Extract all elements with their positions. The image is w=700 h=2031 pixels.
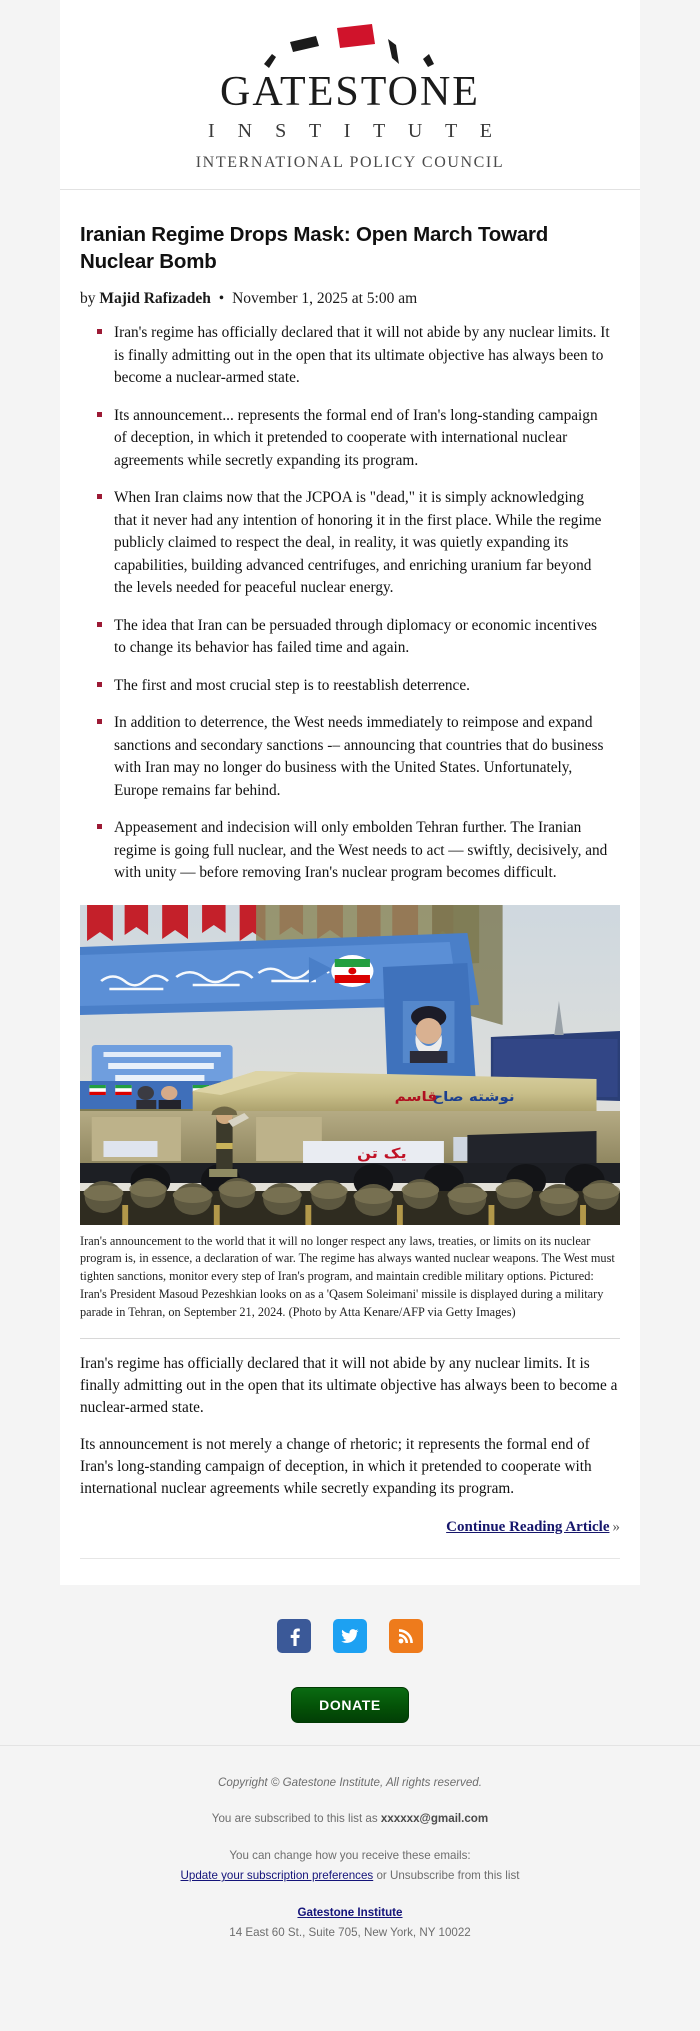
subscriber-email: xxxxxx@gmail.com bbox=[380, 1812, 489, 1826]
organization-address: 14 East 60 St., Suite 705, New York, NY 10022 bbox=[229, 1926, 471, 1940]
continue-reading-link[interactable]: Continue Reading Article bbox=[446, 1518, 610, 1535]
body-paragraph: Its announcement is not merely a change of rhetoric; it represents the formal end of Iran's long-standing campaign of deception, in which it pretended to cooperate with international nuclear agreements while secretly expanding its program. bbox=[80, 1435, 592, 1498]
list-item: Appeasement and indecision will only embolden Tehran further. The Iranian regime is going full nuclear, and the West needs to act — swiftly, decisively, and with unity — before removing Iran's nuclear program becomes difficult. bbox=[114, 817, 610, 884]
subscribed-line bbox=[40, 1810, 660, 1829]
publish-date: November 1, 2025 at 5:00 am bbox=[232, 290, 418, 308]
logo-arc-flags-icon bbox=[220, 18, 480, 74]
twitter-icon[interactable] bbox=[333, 1619, 367, 1653]
donate-section bbox=[0, 1675, 700, 1745]
article-photo-military-parade bbox=[80, 905, 620, 1225]
preferences-links bbox=[40, 1867, 660, 1886]
rss-icon[interactable] bbox=[389, 1619, 423, 1653]
email-footer bbox=[0, 1746, 700, 1977]
byline-separator: • bbox=[218, 290, 225, 308]
article-card bbox=[60, 200, 640, 1585]
svg-text:یک تن: یک تن bbox=[357, 1144, 407, 1162]
page-title: Iranian Regime Drops Mask: Open March Toward Nuclear Bomb bbox=[80, 223, 549, 273]
article-bottom-divider bbox=[80, 1558, 620, 1559]
logo-tagline: INTERNATIONAL POLICY COUNCIL bbox=[195, 154, 505, 172]
svg-text:قاسم: قاسم bbox=[394, 1089, 438, 1105]
logo-institute: I N S T I T U T E bbox=[207, 120, 502, 143]
organization-block bbox=[40, 1904, 660, 1943]
photo-caption: Iran's announcement to the world that it will no longer respect any laws, treaties, or limits on its nuclear program is, in essence, a declaration of war. The regime has always wanted nuclear weapons. The West must tighten sanctions, monitor every step of Iran's program, and maintain credible military options. Pictured: Iran's President Masoud Pezeshkian looks on as a 'Qasem Soleimani' missile is displayed during a military parade in Tehran, on September 21, 2024. (Photo by Atta Kenare/AFP via Getty Images) bbox=[80, 1233, 615, 1319]
social-band bbox=[0, 1585, 700, 1675]
organization-link[interactable]: Gatestone Institute bbox=[297, 1905, 403, 1919]
author-name[interactable]: Majid Rafizadeh bbox=[99, 290, 211, 308]
header-divider bbox=[60, 189, 640, 190]
byline-prefix: by bbox=[80, 290, 96, 308]
list-item: Its announcement... represents the formal end of Iran's long-standing campaign of deception, in which it pretended to cooperate with international nuclear agreements while secretly expanding its program. bbox=[114, 405, 610, 472]
copyright-text: Copyright © Gatestone Institute, All rights reserved. bbox=[218, 1775, 482, 1789]
continue-reading bbox=[80, 1519, 620, 1536]
body-paragraph: Iran's regime has officially declared that it will not abide by any nuclear limits. It is finally admitting out in the open that its ultimate objective has always been to become a nuclear-armed state. bbox=[80, 1354, 618, 1417]
facebook-icon[interactable] bbox=[277, 1619, 311, 1653]
list-item: When Iran claims now that the JCPOA is "dead," it is simply acknowledging that it never had any intention of honoring it in the first place. While the regime publicly claimed to respect the deal, in reality, it was quietly expanding its capabilities, building advanced centrifuges, and enriching uranium far beyond the levels needed for peaceful nuclear energy. bbox=[114, 487, 610, 599]
svg-text:نوشته صاح: نوشته صاح bbox=[432, 1089, 515, 1105]
change-preferences-line: You can change how you receive these emails: bbox=[229, 1848, 471, 1862]
email-header bbox=[60, 0, 640, 200]
list-item: The idea that Iran can be persuaded through diplomacy or economic incentives to change its behavior has failed time and again. bbox=[114, 615, 610, 660]
logo-wordmark: GATESTONE bbox=[220, 69, 480, 115]
subscribed-prefix: You are subscribed to this list as bbox=[211, 1812, 381, 1826]
summary-bullets bbox=[80, 322, 620, 884]
unsubscribe-text[interactable]: or Unsubscribe from this list bbox=[373, 1869, 520, 1883]
byline bbox=[80, 290, 620, 308]
social-icons bbox=[0, 1619, 700, 1653]
list-item: In addition to deterrence, the West needs immediately to reimpose and expand sanctions and secondary sanctions -– announcing that countries that do business with Iran may no longer do business with the United States. Unfortunately, Europe remains far behind. bbox=[114, 712, 610, 802]
list-item: Iran's regime has officially declared that it will not abide by any nuclear limits. It is finally admitting out in the open that its ultimate objective has always been to become a nuclear-armed state. bbox=[114, 322, 610, 389]
organization-name bbox=[40, 1904, 660, 1923]
donate-button[interactable]: DONATE bbox=[291, 1687, 409, 1723]
brand-logo[interactable] bbox=[60, 14, 640, 172]
caption-divider bbox=[80, 1338, 620, 1339]
update-preferences-link[interactable]: Update your subscription preferences bbox=[180, 1869, 374, 1883]
list-item: The first and most crucial step is to reestablish deterrence. bbox=[114, 675, 610, 697]
continue-chevron-icon: » bbox=[612, 1518, 620, 1535]
